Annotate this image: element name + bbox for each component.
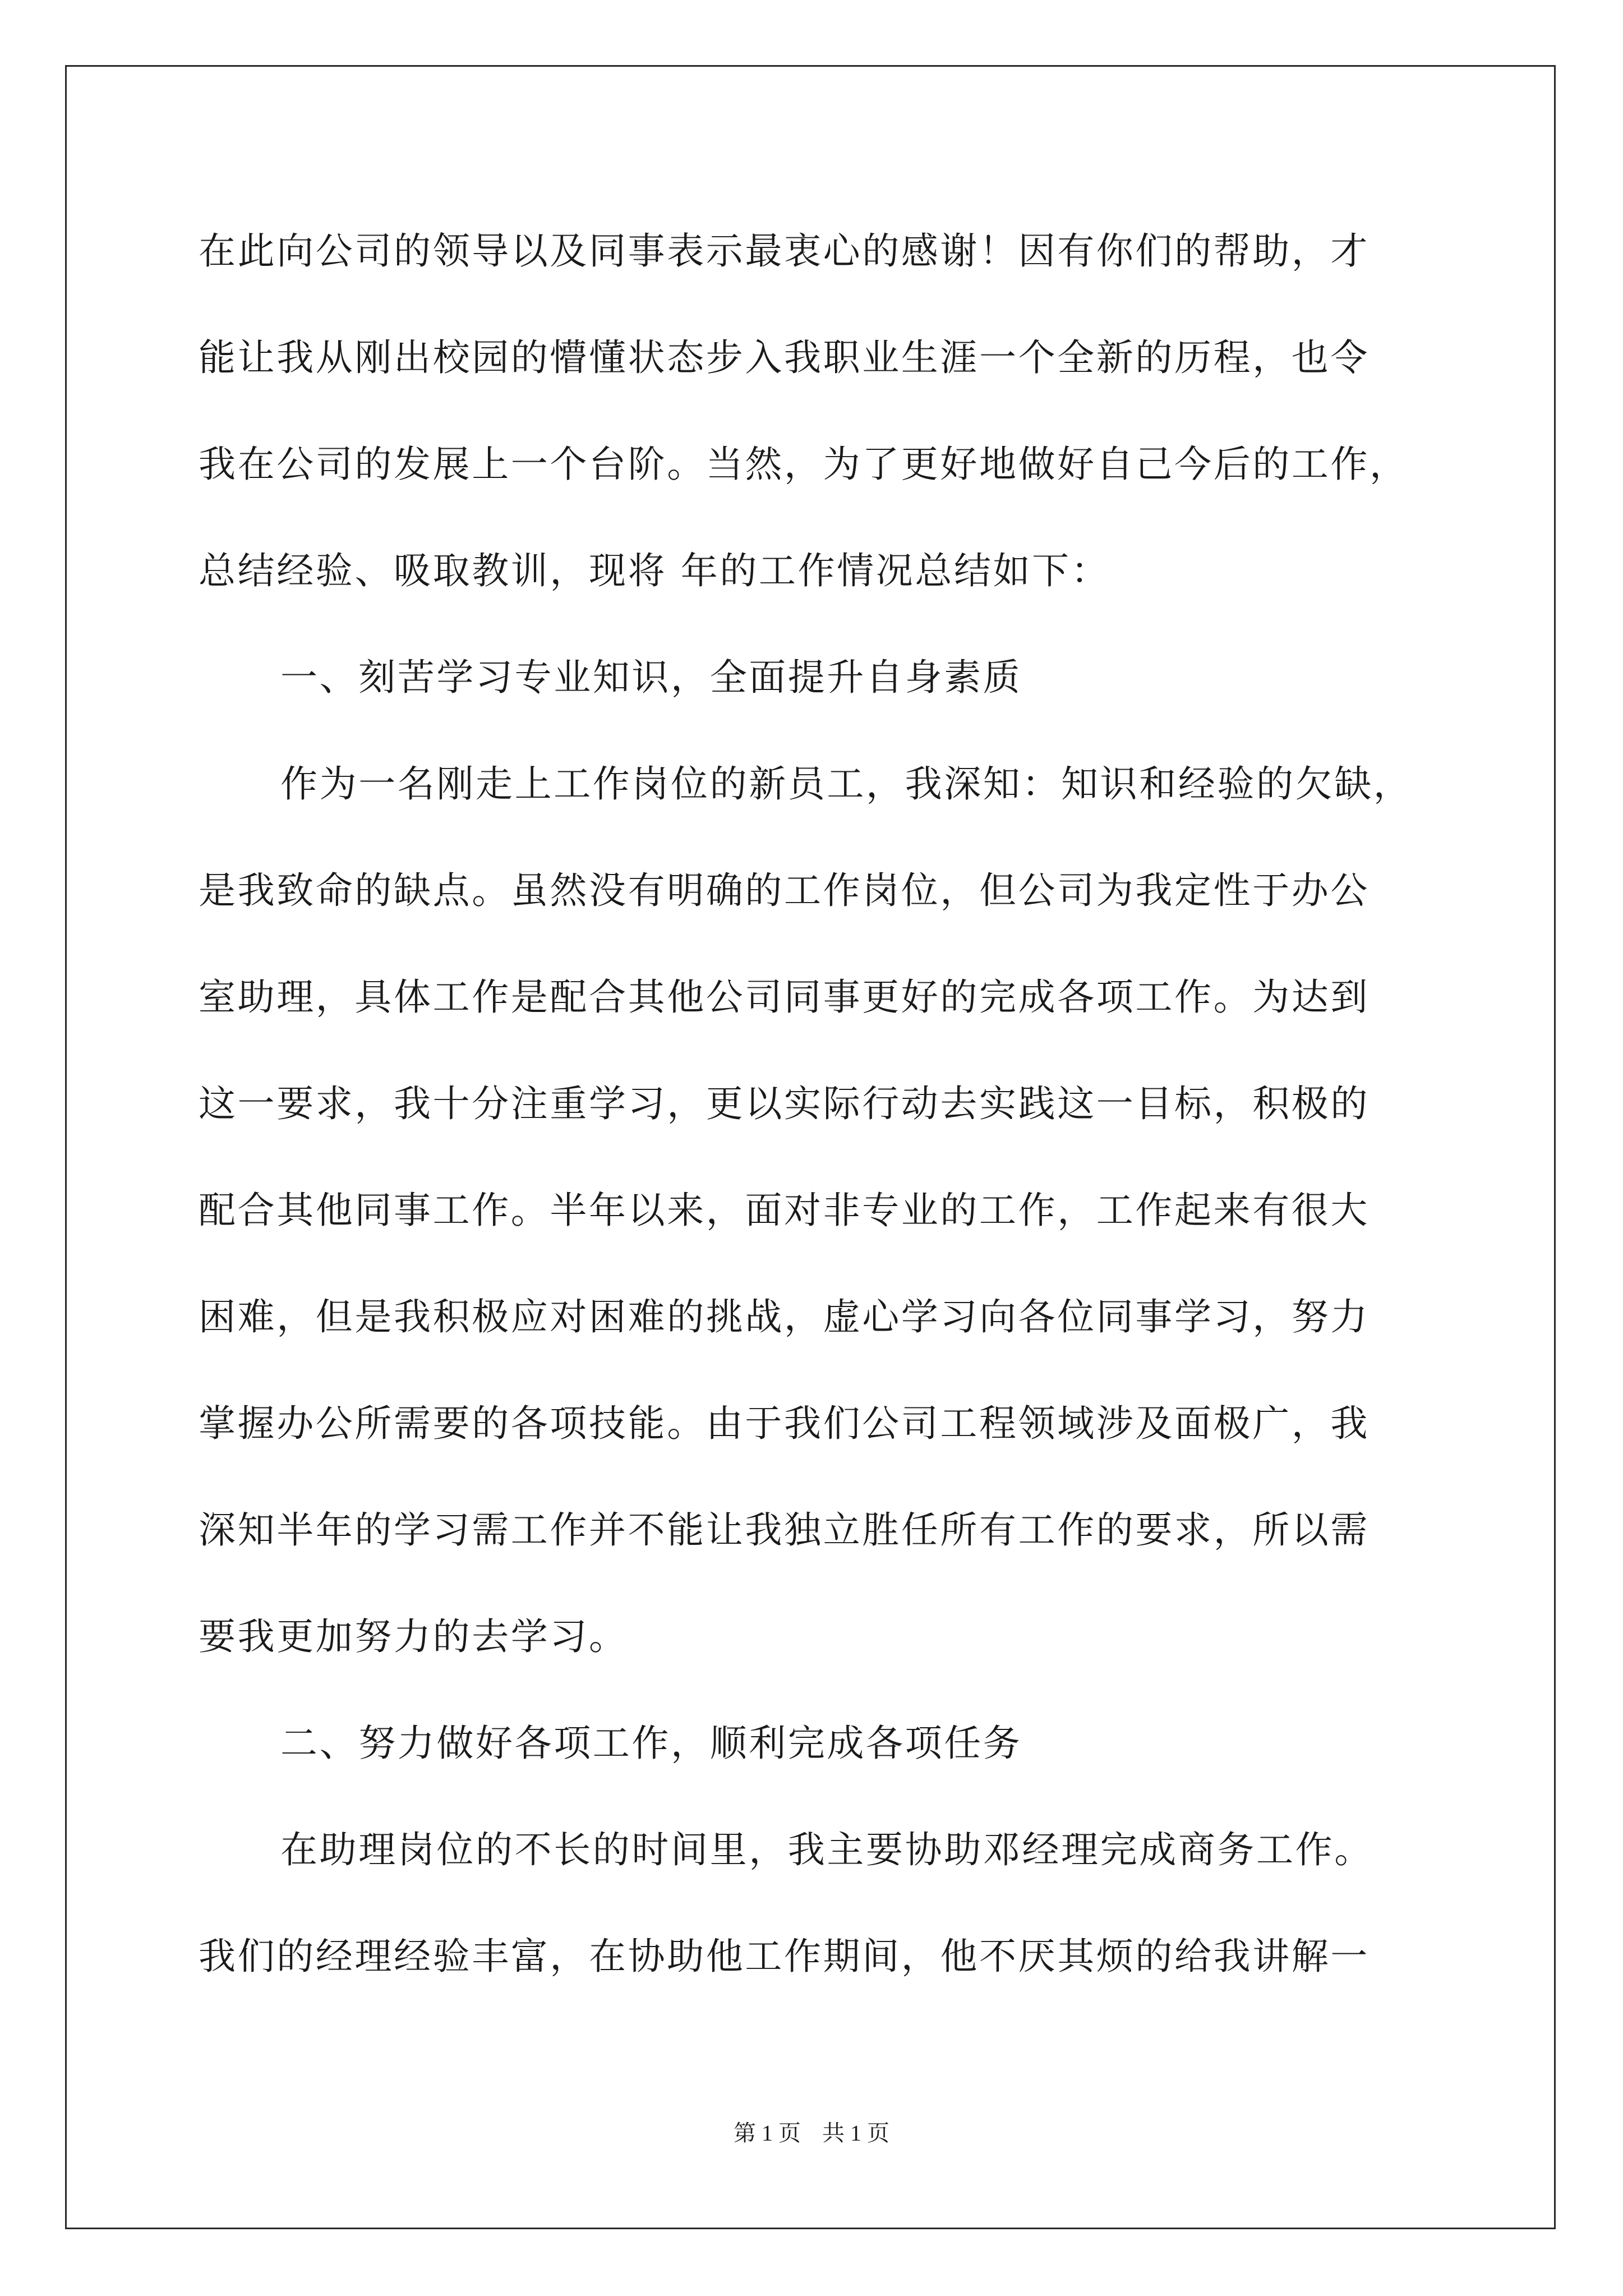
text-line: 我在公司的发展上一个台阶。当然，为了更好地做好自己今后的工作，	[199, 443, 1409, 486]
text-line: 要我更加努力的去学习。	[199, 1615, 628, 1658]
section-heading-1: 一、刻苦学习专业知识，全面提升自身素质	[280, 656, 1022, 699]
text-line: 作为一名刚走上工作岗位的新员工，我深知：知识和经验的欠缺，	[280, 762, 1413, 806]
text-line: 是我致命的缺点。虽然没有明确的工作岗位，但公司为我定性于办公	[199, 869, 1370, 912]
page-footer	[0, 2119, 1623, 2147]
document-body	[199, 220, 1424, 2032]
text-line: 深知半年的学习需工作并不能让我独立胜任所有工作的要求，所以需	[199, 1508, 1370, 1552]
text-line: 配合其他同事工作。半年以来，面对非专业的工作，工作起来有很大	[199, 1189, 1370, 1232]
text-line: 困难，但是我积极应对困难的挑战，虚心学习向各位同事学习，努力	[199, 1295, 1370, 1338]
text-line: 室助理，具体工作是配合其他公司同事更好的完成各项工作。为达到	[199, 976, 1370, 1019]
text-line: 我们的经理经验丰富，在协助他工作期间，他不厌其烦的给我讲解一	[199, 1935, 1370, 1978]
section-heading-2: 二、努力做好各项工作，顺利完成各项任务	[280, 1722, 1022, 1765]
text-line: 在助理岗位的不长的时间里，我主要协助邓经理完成商务工作。	[280, 1828, 1373, 1871]
text-line: 在此向公司的领导以及同事表示最衷心的感谢！因有你们的帮助，才	[199, 229, 1370, 273]
text-line: 这一要求，我十分注重学习，更以实际行动去实践这一目标，积极的	[199, 1082, 1370, 1125]
text-line: 总结经验、吸取教训，现将 年的工作情况总结如下：	[199, 549, 1110, 592]
text-line: 掌握办公所需要的各项技能。由于我们公司工程领域涉及面极广，我	[199, 1402, 1370, 1445]
text-line: 能让我从刚出校园的懵懂状态步入我职业生涯一个全新的历程，也令	[199, 336, 1370, 379]
page-number: 第 1 页	[734, 2120, 801, 2146]
page-total: 共 1 页	[822, 2120, 889, 2146]
